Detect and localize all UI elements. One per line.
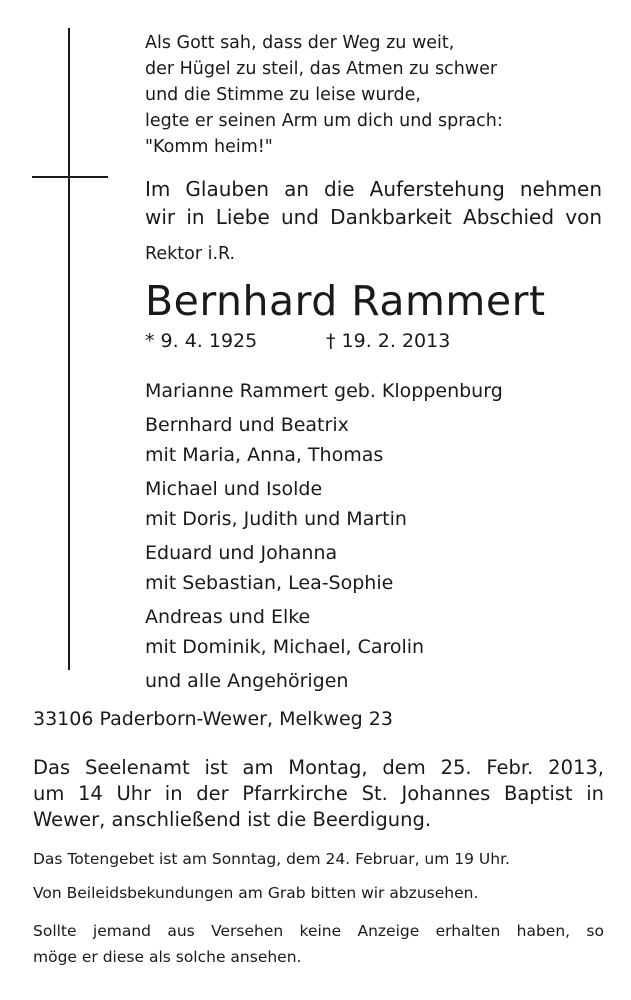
- condolence-info: Von Beileidsbekundungen am Grab bitten wir abzusehen.: [33, 884, 479, 902]
- address: 33106 Paderborn-Wewer, Melkweg 23: [33, 708, 393, 730]
- family-line: Michael und Isolde: [145, 478, 323, 500]
- family-line: Marianne Rammert geb. Kloppenburg: [145, 380, 503, 402]
- intro-line: Im Glauben an die Auferstehung nehmen: [145, 177, 602, 201]
- service-info: [33, 755, 604, 833]
- family-group: [145, 376, 503, 406]
- cross-vertical-bar: [68, 28, 70, 670]
- poem-line: "Komm heim!": [145, 137, 273, 157]
- family-group: [145, 666, 503, 696]
- cross-horizontal-bar: [32, 176, 108, 178]
- family-line: Andreas und Elke: [145, 606, 311, 628]
- family-line: mit Sebastian, Lea-Sophie: [145, 572, 394, 594]
- family-line: mit Doris, Judith und Martin: [145, 508, 407, 530]
- poem-line: Als Gott sah, dass der Weg zu weit,: [145, 33, 455, 53]
- family-line: Eduard und Johanna: [145, 542, 338, 564]
- service-line: Wewer, anschließend ist die Beerdigung.: [33, 808, 432, 831]
- family-group: [145, 538, 503, 598]
- service-line: Das Seelenamt ist am Montag, dem 25. Febr. 2013,: [33, 756, 604, 779]
- family-line: und alle Angehörigen: [145, 670, 349, 692]
- family-list: [145, 376, 503, 700]
- notice-info: [33, 918, 604, 970]
- death-date: † 19. 2. 2013: [326, 330, 451, 352]
- poem-line: legte er seinen Arm um dich und sprach:: [145, 111, 503, 131]
- prayer-info: Das Totengebet ist am Sonntag, dem 24. Februar, um 19 Uhr.: [33, 850, 510, 868]
- family-line: mit Maria, Anna, Thomas: [145, 444, 384, 466]
- deceased-title: Rektor i.R.: [145, 244, 236, 264]
- family-group: [145, 410, 503, 470]
- poem-line: der Hügel zu steil, das Atmen zu schwer: [145, 59, 498, 79]
- family-line: Bernhard und Beatrix: [145, 414, 349, 436]
- family-line: mit Dominik, Michael, Carolin: [145, 636, 425, 658]
- service-line: um 14 Uhr in der Pfarrkirche St. Johannes Baptist in: [33, 782, 604, 805]
- family-group: [145, 474, 503, 534]
- notice-line: möge er diese als solche ansehen.: [33, 948, 302, 966]
- deceased-name: Bernhard Rammert: [145, 277, 546, 325]
- birth-date: * 9. 4. 1925: [145, 330, 258, 352]
- poem-line: und die Stimme zu leise wurde,: [145, 85, 421, 105]
- intro-text: [145, 175, 602, 231]
- family-group: [145, 602, 503, 662]
- intro-line: wir in Liebe und Dankbarkeit Abschied von: [145, 205, 602, 229]
- poem: [145, 30, 503, 160]
- notice-line: Sollte jemand aus Versehen keine Anzeige erhalten haben, so: [33, 922, 604, 940]
